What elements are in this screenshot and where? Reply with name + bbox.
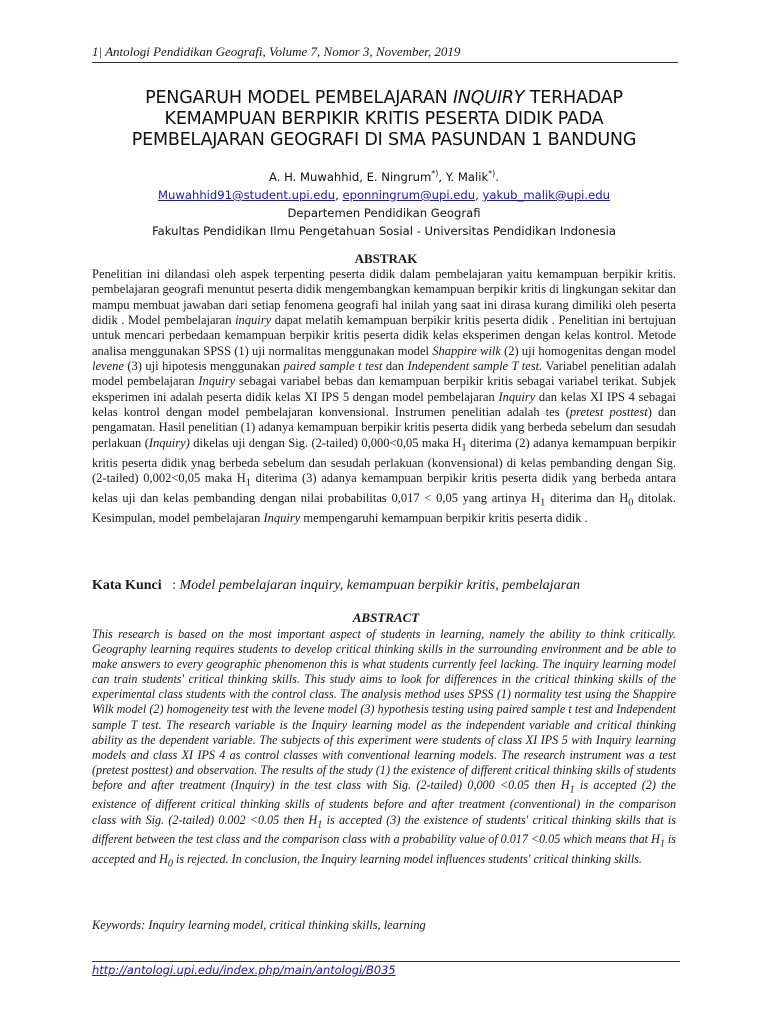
kata-kunci: Kata Kunci : Model pembelajaran inquiry, kemampuan berpikir kritis, pembelajaran [92, 578, 581, 593]
abstract-heading: ABSTRACT [352, 610, 420, 625]
title-emphasis: INQUIRY [452, 88, 525, 108]
header-separator: | [98, 44, 103, 59]
kata-kunci-value: Model pembelajaran inquiry, kemampuan berpikir kritis, pembelajaran [179, 578, 581, 593]
kata-kunci-label: Kata Kunci [92, 578, 162, 593]
author-block [96, 165, 672, 240]
email-link-2[interactable]: eponningrum@upi.edu [342, 187, 476, 202]
footer-url-link[interactable]: http://antologi.upi.edu/index.php/main/antologi/B035 [92, 963, 396, 977]
department: Departemen Pendidikan Geografi [287, 205, 481, 220]
keywords [92, 918, 680, 933]
paper-title: PENGARUH MODEL PEMBELAJARAN INQUIRY TERHADAP KEMAMPUAN BERPIKIR KRITIS PESERTA DIDIK PADA PEMBELAJARAN GEOGRAFI DI SMA PASUNDAN 1 BANDUNG [131, 88, 637, 150]
abstrak-heading: ABSTRAK [354, 251, 418, 266]
email-link-1[interactable]: Muwahhid91@student.upi.edu [158, 187, 336, 202]
author-names: A. H. Muwahhid, E. Ningrum*), Y. Malik*). [269, 169, 499, 184]
faculty: Fakultas Pendidikan Ilmu Pengetahuan Sosial - Universitas Pendidikan Indonesia [152, 223, 616, 238]
email-link-3[interactable]: yakub_malik@upi.edu [482, 187, 610, 202]
header-rule [92, 62, 678, 63]
page-number: 1 [92, 44, 99, 59]
keywords-label: Keywords: [92, 918, 149, 932]
abstract-text: This research is based on the most important aspect of students in learning, namely the ability to think critically. Geography learning requires students to develop critical thinking skills in the surrounding environment and be able to make answers to every geographic phenomenon this is what students currently feel lacking. The inquiry learning model can train students' critical thinking skills. This study aims to look for differences in the critical thinking skills of the experimental class students with the control class. The analysis method uses SPSS (1) normality test using the Shappire Wilk model (2) homogeneity test with the levene model (3) hypothesis testing using paired sample t test and Independent sample T test. The research variable is the Inquiry learning model as the independent variable and critical thinking ability as the dependent variable. The subjects of this experiment were students of class XI IPS 5 with Inquiry learning models and class XI IPS 4 as control classes with conventional learning models. The research instrument was a test (pretest posttest) and observation. The results of the study (1) the existence of different critical thinking skills of students before and after treatment (Inquiry) in the test class with Sig. (2-tailed) 0,000 <0.05 then $H_1$ is accepted (2) the existence of different critical thinking skills of students before and after treatment (conventional) in the comparison class with Sig. (2-tailed) 0.002 <0.05 then $H_1$ is accepted (3) the existence of students' critical thinking skills that is different between the test class and the comparison class with a probability value of 0.017 <0.05 which means that $H_1$ is accepted and $H_0$ is rejected. In conclusion, the Inquiry learning model influences students' critical thinking skills. [92, 627, 676, 869]
keywords-value: Inquiry learning model, critical thinking skills, learning [148, 918, 426, 932]
author-emails: Muwahhid91@student.upi.edu, eponningrum@upi.edu, yakub_malik@upi.edu [158, 187, 610, 202]
footer-rule [92, 961, 680, 962]
running-header [92, 44, 680, 60]
journal-citation: Antologi Pendidikan Geografi, Volume 7, Nomor 3, November, 2019 [105, 44, 461, 59]
abstrak-text: Penelitian ini dilandasi oleh aspek terpenting peserta didik dalam pembelajaran yaitu kemampuan berpikir kritis. pembelajaran geografi menuntut peserta didik mengembangkan kemampuan berpikir kritis di lingkungan sekitar dan mampu membuat jawaban dari setiap fenomena geografi hal inilah yang saat ini dirasa kurang dimiliki oleh peserta didik . Model pembelajaran inquiry dapat melatih kemampuan berpikir kritis peserta didik . Penelitian ini bertujuan untuk mencari perbedaan kemampuan berpikir kritis peserta didik kelas eksperimen dengan kelas kontrol. Metode analisa menggunakan SPSS (1) uji normalitas menggunakan model Shappire wilk (2) uji homogenitas dengan model levene (3) uji hipotesis menggunakan paired sample t test dan Independent sample T test. Variabel penelitian adalah model pembelajaran Inquiry sebagai variabel bebas dan kemampuan berpikir kritis sebagai variabel terikat. Subjek eksperimen ini adalah peserta didik kelas XI IPS 5 dengan model pembelajaran Inquiry dan kelas XI IPS 4 sebagai kelas kontrol dengan model pembelajaran konvensional. Instrumen penelitian adalah tes (pretest posttest) dan pengamatan. Hasil penelitian (1) adanya kemampuan berpikir kritis peserta didik yang berbeda sebelum dan sesudah perlakuan (Inquiry) dikelas uji dengan Sig. (2-tailed) 0,000<0,05 maka $H_1$ diterima (2) adanya kemampuan berpikir kritis peserta didik ynag berbeda sebelum dan sesudah perlakuan (konvensional) di kelas pembanding dengan Sig. (2-tailed) 0,002<0,05 maka $H_1$ diterima (3) adanya kemampuan berpikir kritis peserta didik yang berbeda antara kelas uji dan kelas pembanding dengan nilai probabilitas 0,017 < 0,05 yang artinya $H_1$ diterima dan $H_0$ ditolak. Kesimpulan, model pembelajaran Inquiry mempengaruhi kemampuan berpikir kritis peserta didik . [92, 267, 677, 525]
